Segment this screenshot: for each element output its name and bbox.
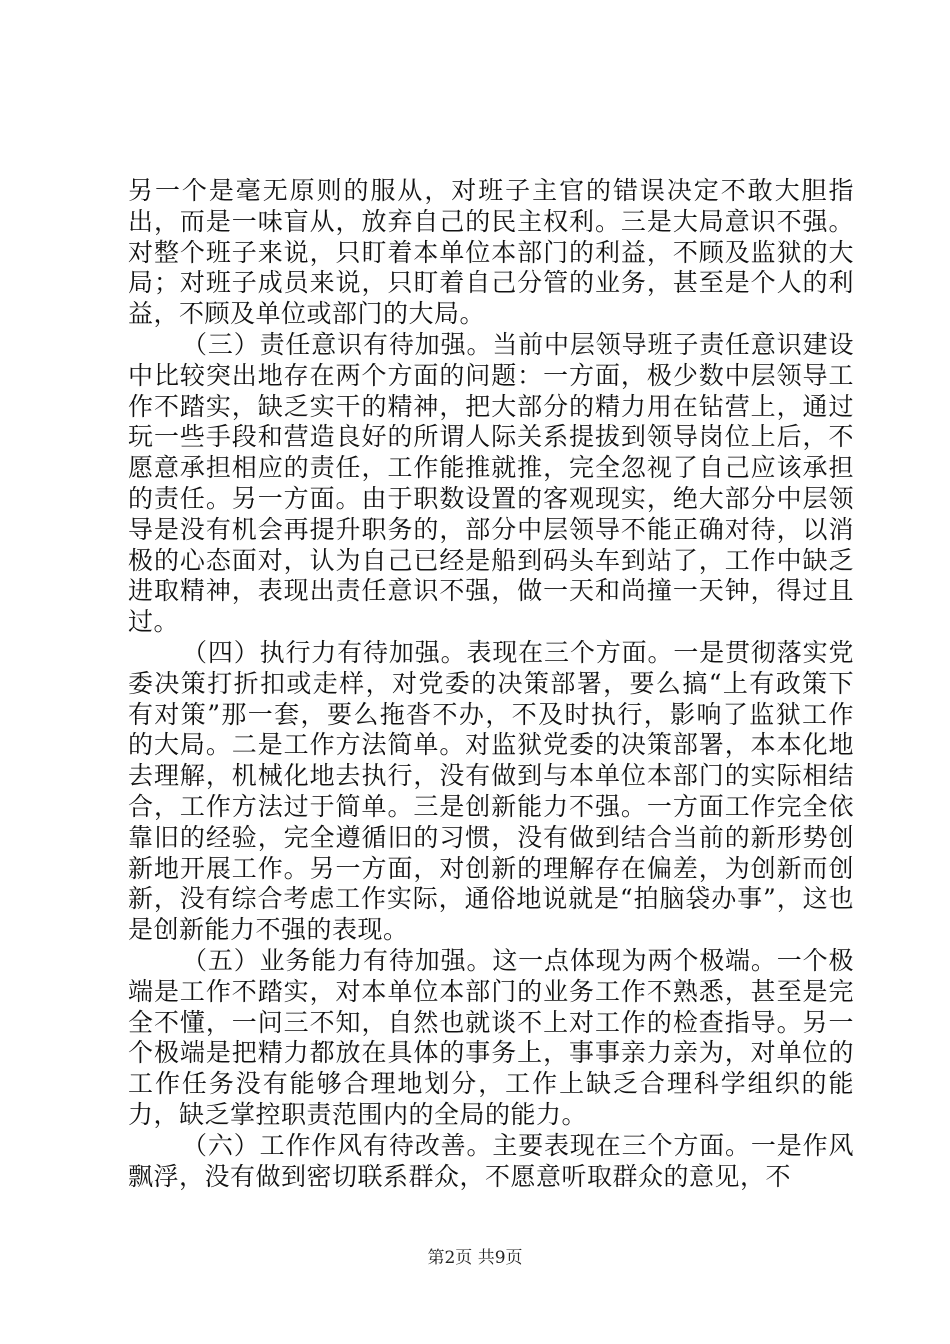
paragraph-5: （六）工作作风有待改善。主要表现在三个方面。一是作风飘浮，没有做到密切联系群众，不愿意听取群众的意见，不	[128, 1130, 854, 1191]
paragraph-4: （五）业务能力有待加强。这一点体现为两个极端。一个极端是工作不踏实，对本单位本部门的业务工作不熟悉，甚至是完全不懂，一问三不知，自然也就谈不上对工作的检查指导。另一个极端是把精力都放在具体的事务上，事事亲力亲为，对单位的工作任务没有能够合理地划分，工作上缺乏合理科学组织的能力，缺乏掌控职责范围内的全局的能力。	[128, 945, 854, 1129]
paragraph-2: （三）责任意识有待加强。当前中层领导班子责任意识建设中比较突出地存在两个方面的问题：一方面，极少数中层领导工作不踏实，缺乏实干的精神，把大部分的精力用在钻营上，通过玩一些手段和营造良好的所谓人际关系提拔到领导岗位上后，不愿意承担相应的责任，工作能推就推，完全忽视了自己应该承担的责任。另一方面。由于职数设置的客观现实，绝大部分中层领导是没有机会再提升职务的，部分中层领导不能正确对待，以消极的心态面对，认为自己已经是船到码头车到站了，工作中缺乏进取精神，表现出责任意识不强，做一天和尚撞一天钟，得过且过。	[128, 329, 854, 637]
document-body	[128, 176, 854, 1192]
paragraph-1: 另一个是毫无原则的服从，对班子主官的错误决定不敢大胆指出，而是一味盲从，放弃自己的民主权利。三是大局意识不强。对整个班子来说，只盯着本单位本部门的利益，不顾及监狱的大局；对班子成员来说，只盯着自己分管的业务，甚至是个人的利益，不顾及单位或部门的大局。	[128, 176, 854, 329]
paragraph-3: （四）执行力有待加强。表现在三个方面。一是贯彻落实党委决策打折扣或走样，对党委的决策部署，要么搞“上有政策下有对策”那一套，要么拖沓不办，不及时执行，影响了监狱工作的大局。二是工作方法简单。对监狱党委的决策部署，本本化地去理解，机械化地去执行，没有做到与本单位本部门的实际相结合，工作方法过于简单。三是创新能力不强。一方面工作完全依靠旧的经验，完全遵循旧的习惯，没有做到结合当前的新形势创新地开展工作。另一方面，对创新的理解存在偏差，为创新而创新，没有综合考虑工作实际，通俗地说就是“拍脑袋办事”，这也是创新能力不强的表现。	[128, 637, 854, 945]
page-number-footer: 第2页 共9页	[427, 1248, 523, 1268]
